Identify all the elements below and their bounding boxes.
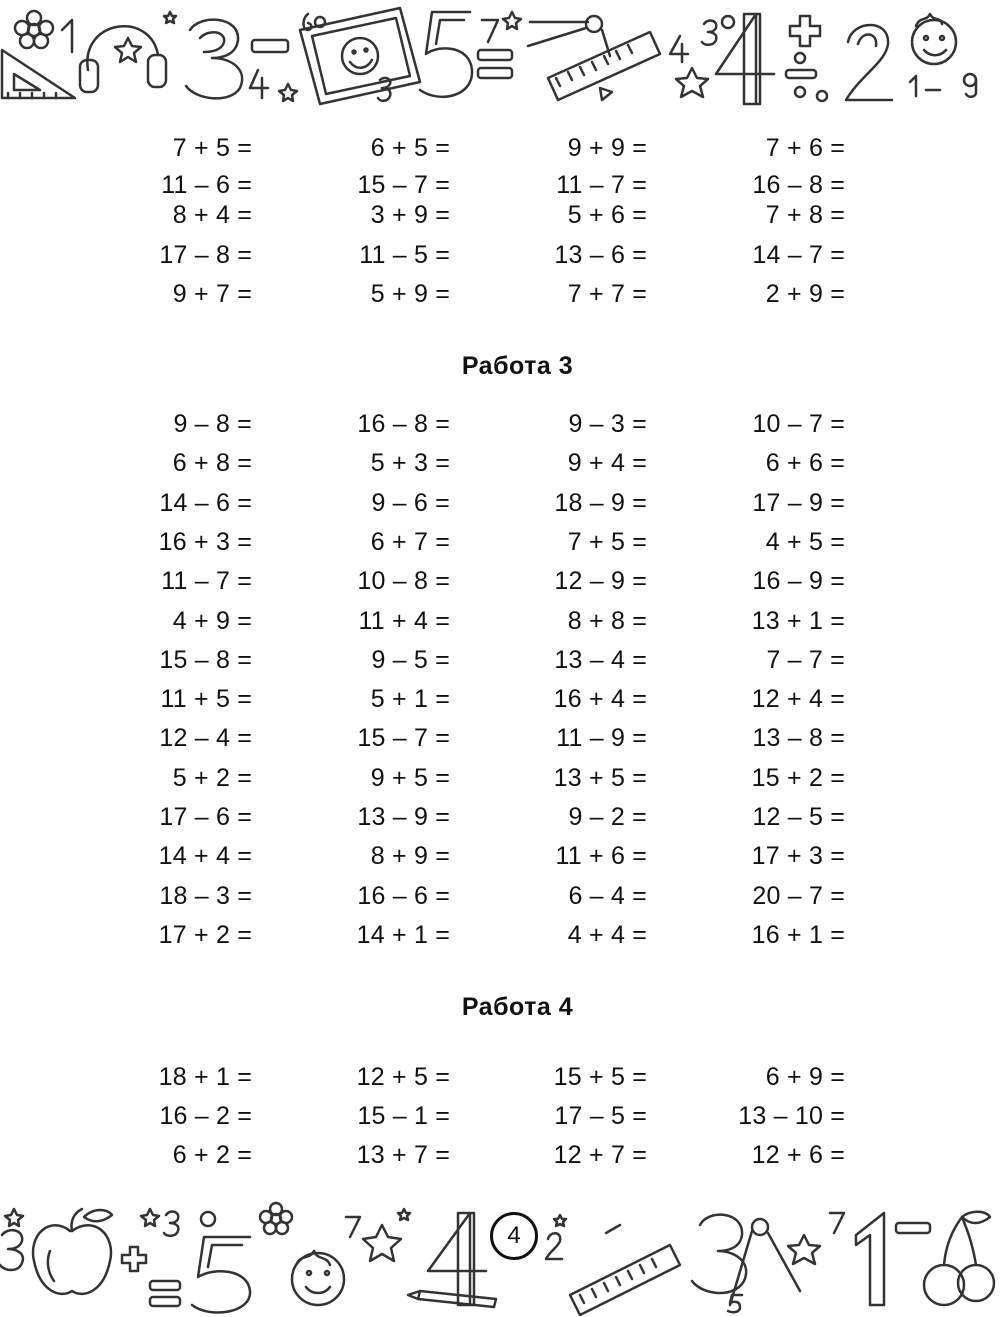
exercise: 15 – 1 =	[357, 1102, 450, 1130]
exercise: 9 + 4 =	[567, 449, 647, 477]
exercise: 11 – 7 =	[161, 567, 252, 595]
digit-4-icon	[428, 1213, 486, 1305]
exercise: 16 – 9 =	[752, 567, 845, 595]
digit-3-icon	[186, 20, 242, 99]
star-icon	[5, 1209, 23, 1226]
exercise: 15 – 7 =	[357, 171, 450, 199]
star-icon	[141, 1209, 159, 1226]
top-decorative-border	[0, 0, 1000, 112]
flower-icon	[15, 11, 53, 48]
exercise: 7 + 5 =	[172, 134, 252, 162]
exercise: 12 + 5 =	[356, 1063, 450, 1091]
exercise: 5 + 9 =	[370, 280, 450, 308]
exercise: 12 – 5 =	[752, 803, 845, 831]
circle-icon	[201, 1212, 215, 1226]
smiley-face-icon	[292, 1251, 344, 1305]
exercise: 4 + 5 =	[765, 528, 845, 556]
digit-7-icon	[346, 1217, 360, 1237]
exercise: 11 + 4 =	[358, 607, 450, 635]
section-title: Работа 4	[461, 993, 574, 1021]
exercise: 13 – 4 =	[554, 646, 647, 674]
exercise: 9 – 3 =	[568, 410, 647, 438]
exercise: 12 – 9 =	[554, 567, 647, 595]
exercise: 9 + 5 =	[370, 764, 450, 792]
digit-2-icon	[846, 25, 892, 100]
exercise: 6 + 2 =	[172, 1141, 252, 1169]
digit-7-icon	[830, 1213, 844, 1233]
digit-3-icon	[164, 1212, 178, 1236]
star-icon	[279, 84, 297, 101]
exercise: 14 + 4 =	[158, 842, 252, 870]
exercise: 12 + 7 =	[553, 1141, 647, 1169]
exercise: 13 + 1 =	[751, 607, 845, 635]
exercise: 18 + 1 =	[158, 1063, 252, 1091]
exercise: 13 + 7 =	[356, 1141, 450, 1169]
exercise: 5 + 6 =	[567, 201, 647, 229]
section-title: Работа 3	[461, 352, 574, 380]
exercise: 10 – 8 =	[357, 567, 450, 595]
exercise: 15 – 8 =	[159, 646, 252, 674]
exercise: 12 + 4 =	[751, 685, 845, 713]
star-icon	[503, 12, 521, 29]
exercise: 15 + 5 =	[553, 1063, 647, 1091]
exercise: 5 + 1 =	[370, 685, 450, 713]
digit-9-icon	[964, 74, 976, 97]
plus-icon	[790, 16, 820, 46]
digit-5-icon	[728, 1295, 742, 1312]
exercise: 6 + 5 =	[370, 134, 450, 162]
exercise: 8 + 4 =	[172, 201, 252, 229]
exercise: 9 + 9 =	[567, 134, 647, 162]
circle-icon	[722, 16, 734, 28]
exercise: 10 – 7 =	[752, 410, 845, 438]
exercise: 20 – 7 =	[752, 882, 845, 910]
exercise: 16 – 2 =	[159, 1102, 252, 1130]
exercise: 4 + 9 =	[172, 607, 252, 635]
exercise: 2 + 9 =	[765, 280, 845, 308]
digit-7-icon	[482, 20, 498, 42]
star-icon	[115, 38, 141, 62]
exercise: 5 + 3 =	[370, 449, 450, 477]
flower-icon	[260, 1203, 292, 1234]
exercise: 17 + 3 =	[751, 842, 845, 870]
minus-icon	[896, 1223, 930, 1233]
exercise: 16 – 8 =	[752, 171, 845, 199]
minus-icon	[252, 40, 288, 52]
exercise: 16 + 3 =	[158, 528, 252, 556]
star-icon	[554, 1215, 566, 1226]
exercise: 8 + 9 =	[370, 842, 450, 870]
compass-icon	[730, 1219, 800, 1305]
digit-1-icon	[856, 1213, 884, 1305]
exercise: 15 + 2 =	[751, 764, 845, 792]
digit-1-icon	[910, 76, 916, 96]
equals-icon	[150, 1281, 180, 1306]
digit-1-icon	[62, 20, 72, 52]
exercise: 8 + 8 =	[567, 607, 647, 635]
minus-icon	[606, 1225, 620, 1233]
exercise: 16 + 4 =	[553, 685, 647, 713]
exercise: 13 – 6 =	[554, 241, 647, 269]
exercise: 7 + 7 =	[567, 280, 647, 308]
exercise: 14 – 7 =	[752, 241, 845, 269]
exercise: 7 + 8 =	[765, 201, 845, 229]
cherries-icon	[924, 1212, 994, 1305]
equals-icon	[478, 50, 512, 78]
exercise: 12 + 6 =	[751, 1141, 845, 1169]
exercise: 18 – 9 =	[554, 489, 647, 517]
exercise: 14 – 6 =	[159, 489, 252, 517]
exercise: 17 – 8 =	[159, 241, 252, 269]
exercise: 3 + 9 =	[370, 201, 450, 229]
digit-2-icon	[546, 1233, 562, 1259]
star-icon	[788, 1235, 820, 1264]
exercise: 9 + 7 =	[172, 280, 252, 308]
digit-4-icon	[250, 70, 268, 98]
triangle-ruler-icon	[2, 50, 75, 98]
exercise: 11 – 5 =	[359, 241, 450, 269]
page-number: 4	[490, 1212, 538, 1260]
exercise: 9 – 6 =	[371, 489, 450, 517]
exercise: 17 – 6 =	[159, 803, 252, 831]
exercise: 9 – 8 =	[173, 410, 252, 438]
digit-4-icon	[670, 36, 688, 62]
exercise: 6 + 8 =	[172, 449, 252, 477]
exercise: 6 + 6 =	[765, 449, 845, 477]
exercise: 6 + 7 =	[370, 528, 450, 556]
star-icon	[398, 1209, 410, 1220]
exercise: 16 – 6 =	[357, 882, 450, 910]
exercise: 16 – 8 =	[357, 410, 450, 438]
ruler-icon	[570, 1245, 680, 1315]
exercise: 16 + 1 =	[751, 921, 845, 949]
banknote-smiley-icon	[300, 8, 420, 104]
digit-5-icon	[420, 12, 472, 97]
pencil-icon	[408, 1291, 496, 1307]
exercise: 4 + 4 =	[567, 921, 647, 949]
exercise: 17 – 9 =	[752, 489, 845, 517]
star-icon	[164, 12, 176, 23]
exercise: 5 + 2 =	[172, 764, 252, 792]
exercise: 7 + 6 =	[765, 134, 845, 162]
exercise: 18 – 3 =	[159, 882, 252, 910]
star-icon	[363, 1225, 401, 1261]
exercise: 6 + 9 =	[765, 1063, 845, 1091]
exercise: 13 + 5 =	[553, 764, 647, 792]
exercise: 9 – 5 =	[371, 646, 450, 674]
smiley-face-icon	[912, 14, 956, 64]
exercise: 11 – 6 =	[161, 171, 252, 199]
exercise: 15 – 7 =	[357, 724, 450, 752]
exercise: 13 – 8 =	[752, 724, 845, 752]
star-icon	[676, 68, 708, 97]
division-icon	[786, 53, 816, 97]
digit-3-icon	[702, 21, 716, 45]
exercise: 9 – 2 =	[568, 803, 647, 831]
exercise: 7 + 5 =	[567, 528, 647, 556]
exercise: 11 – 7 =	[556, 171, 647, 199]
triangle-icon	[600, 88, 612, 100]
digit-5-icon	[192, 1237, 250, 1313]
exercise: 11 + 6 =	[555, 842, 647, 870]
exercise: 7 – 7 =	[766, 646, 845, 674]
circle-icon	[817, 91, 827, 101]
exercise: 17 – 5 =	[554, 1102, 647, 1130]
apple-icon	[33, 1209, 112, 1294]
exercise: 14 + 1 =	[356, 921, 450, 949]
exercise: 17 + 2 =	[158, 921, 252, 949]
plus-icon	[122, 1247, 146, 1271]
exercise: 13 – 10 =	[738, 1102, 845, 1130]
compass-icon	[528, 16, 610, 56]
exercise: 12 – 4 =	[159, 724, 252, 752]
digit-3-icon	[0, 1230, 23, 1270]
exercise: 11 + 5 =	[160, 685, 252, 713]
exercise: 6 – 4 =	[568, 882, 647, 910]
exercise: 11 – 9 =	[556, 724, 647, 752]
exercise: 13 – 9 =	[357, 803, 450, 831]
